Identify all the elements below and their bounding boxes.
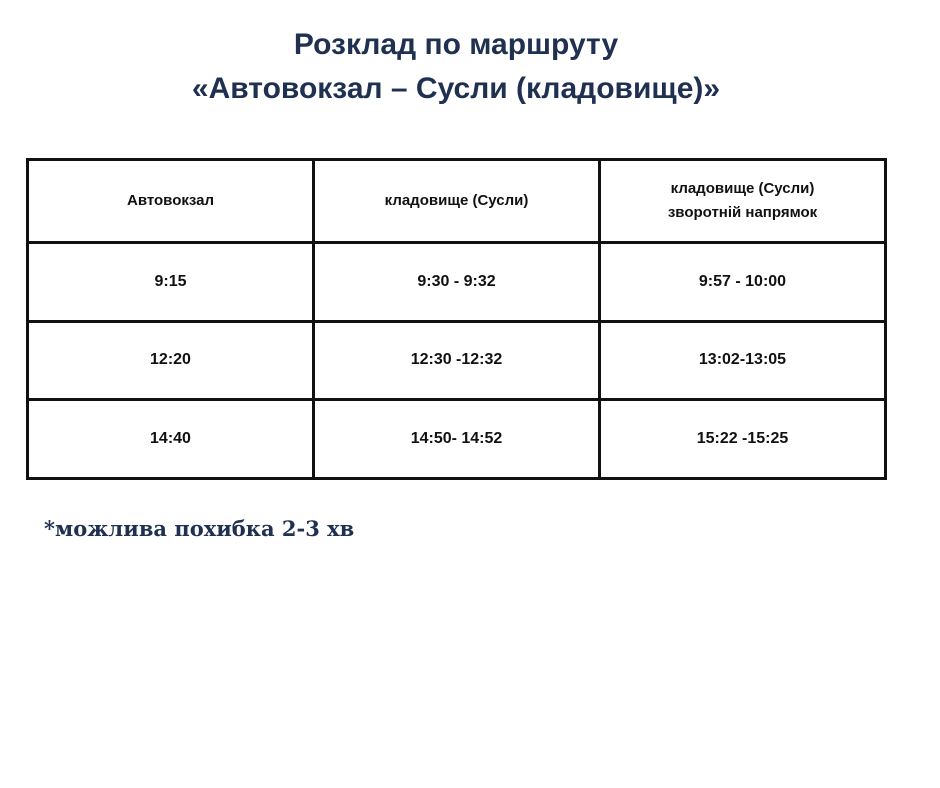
table-cell: 15:22 -15:25 <box>600 400 886 479</box>
table-header-row <box>28 160 886 243</box>
table-cell: 14:50- 14:52 <box>314 400 600 479</box>
header-cell-subtext: зворотній напрямок <box>667 204 818 221</box>
header-cell-text: Автовокзал <box>127 192 214 209</box>
header-cell-cemetery <box>314 160 600 243</box>
table-cell: 9:15 <box>28 243 314 322</box>
header-cell-bus-station <box>28 160 314 243</box>
table-row <box>28 400 886 479</box>
table-cell: 14:40 <box>28 400 314 479</box>
table-cell: 13:02-13:05 <box>600 321 886 400</box>
schedule-table <box>26 158 887 480</box>
table-cell: 12:30 -12:32 <box>314 321 600 400</box>
page-title-line-1: Розклад по маршруту <box>293 28 619 61</box>
header-cell-text: кладовище (Сусли) <box>670 180 815 197</box>
table-row <box>28 321 886 400</box>
page-title-line-2: «Автовокзал – Сусли (кладовище)» <box>191 72 721 105</box>
table-row <box>28 243 886 322</box>
table-cell: 9:57 - 10:00 <box>600 243 886 322</box>
table-cell: 12:20 <box>28 321 314 400</box>
accuracy-note: *можлива похибка 2-3 хв <box>44 516 355 541</box>
header-cell-text: кладовище (Сусли) <box>384 192 529 209</box>
table-cell: 9:30 - 9:32 <box>314 243 600 322</box>
header-cell-cemetery-return <box>600 160 886 243</box>
